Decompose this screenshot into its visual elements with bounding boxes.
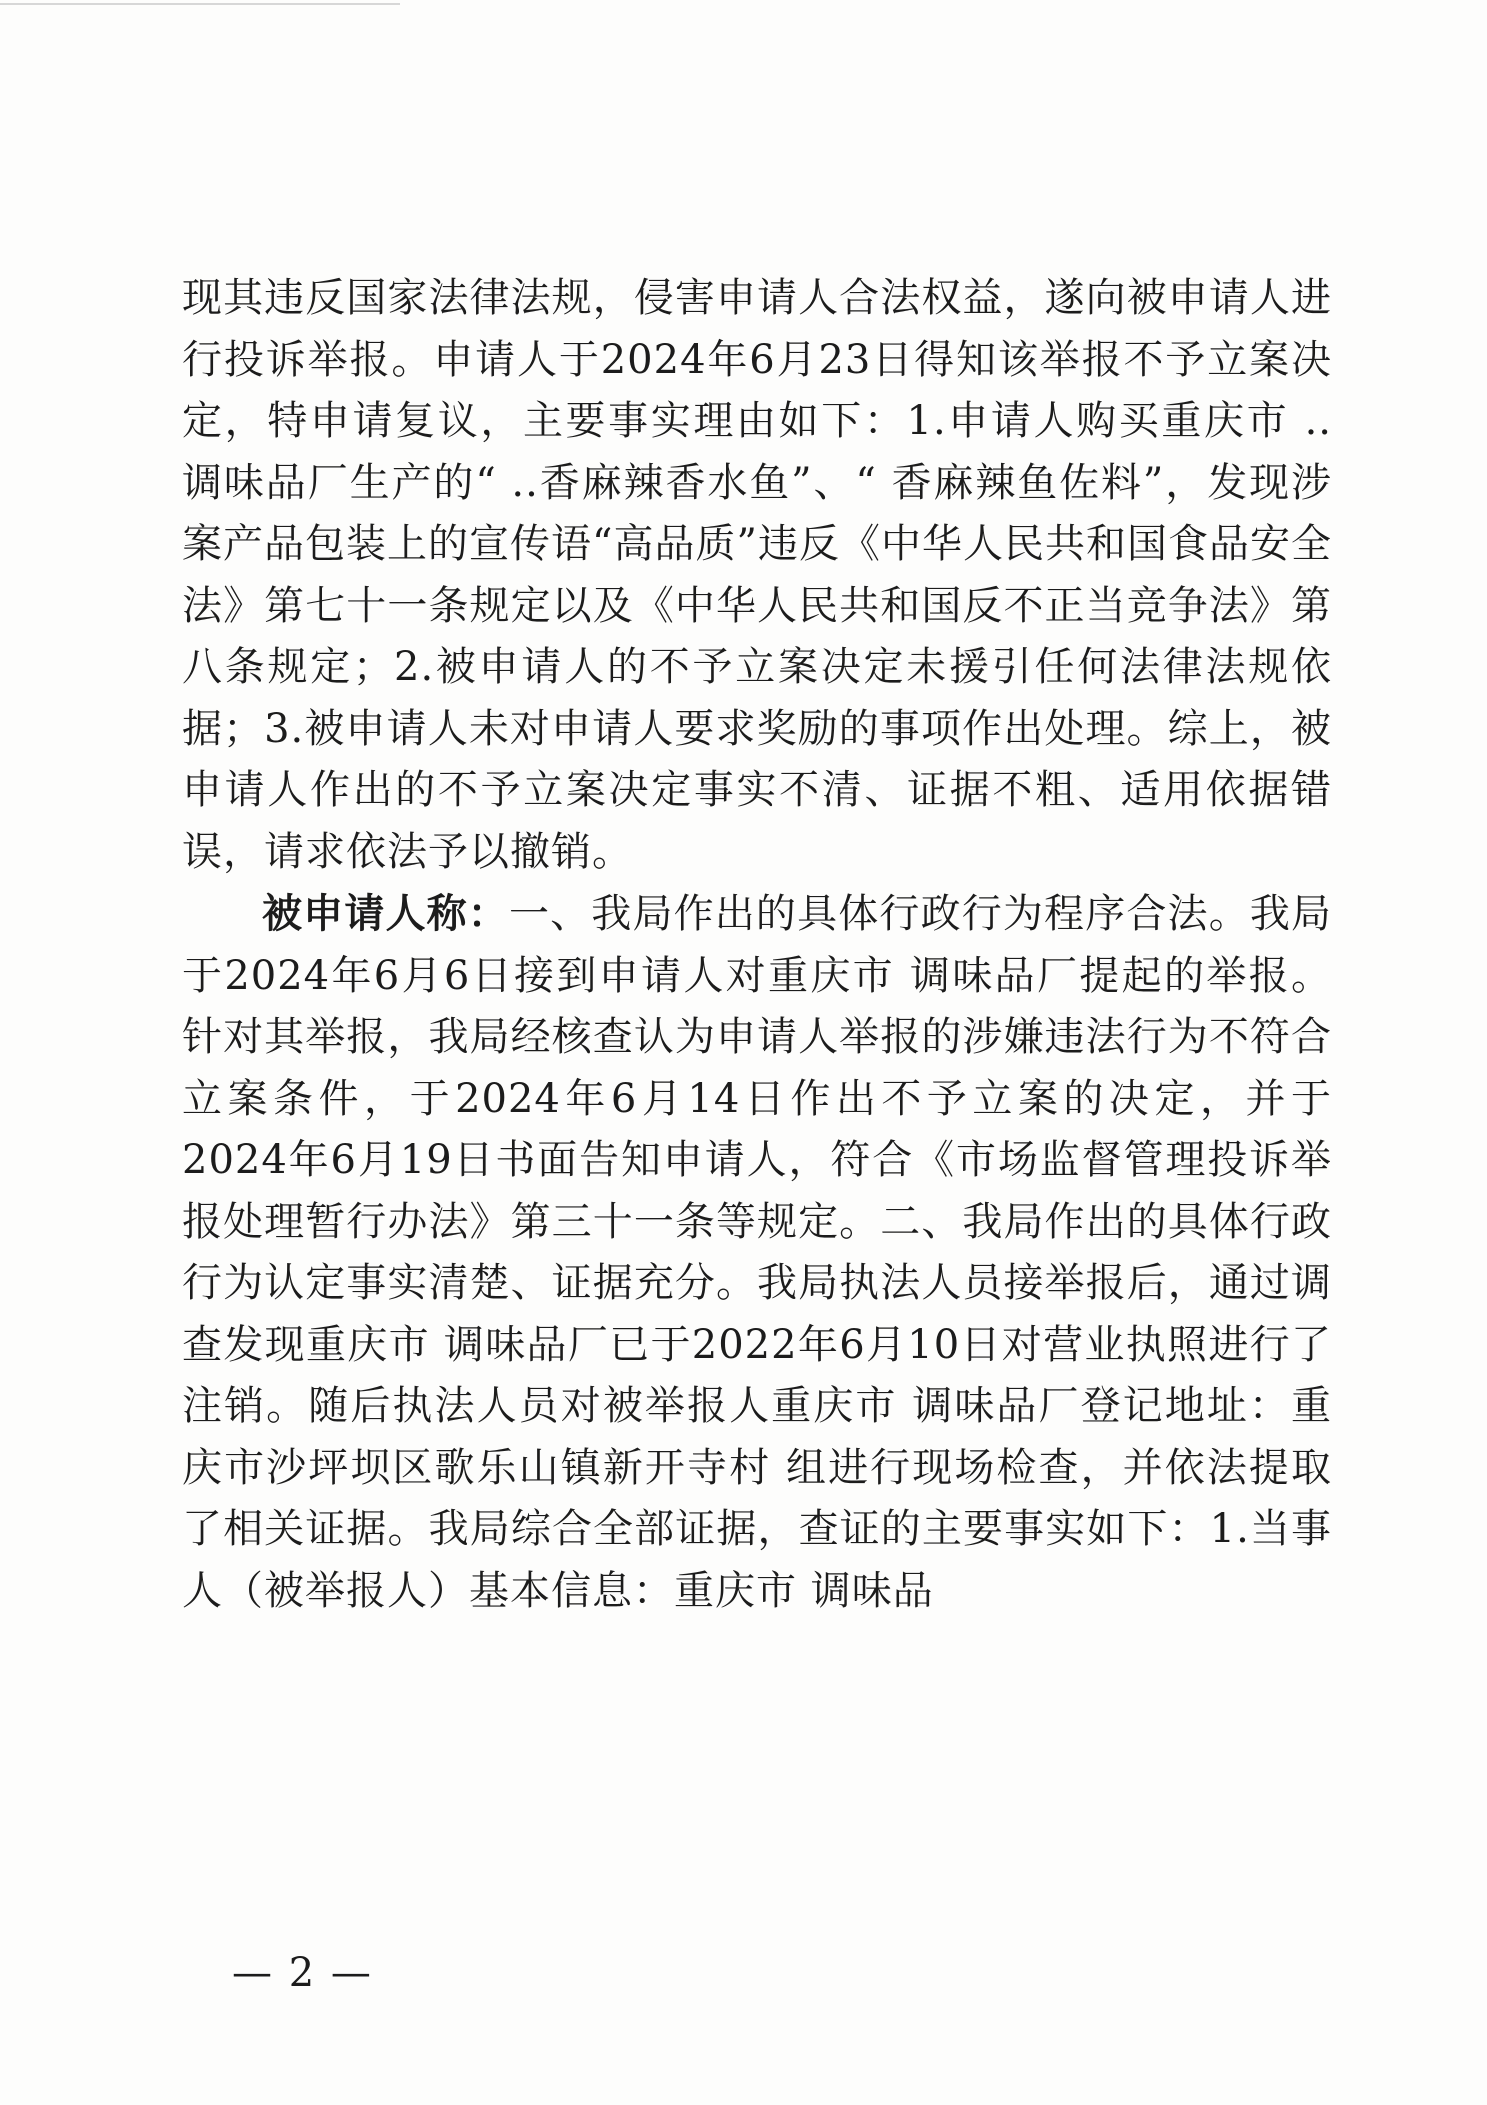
paragraph-text: 现其违反国家法律法规，侵害申请人合法权益，遂向被申请人进行投诉举报。申请人于2024年6月23日得知该举报不予立案决定，特申请复议，主要事实理由如下：1.申请人购买重庆市 .. 调味品厂生产的“ ..香麻辣香水鱼”、“ 香麻辣鱼佐料”，发现涉案产品包装上的宣传语“高品质”违反《中华人民共和国食品安全法》第七十一条规定以及《中华人民共和国反不正当竞争法》第八条规定；2.被申请人的不予立案决定未援引任何法律法规依据；3.被申请人未对申请人要求奖励的事项作出处理。综上，被申请人作出的不予立案决定事实不清、证据不粗、适用依据错误，请求依法予以撤销。 <box>182 275 1332 875</box>
paragraph-applicant-reasons <box>182 268 1332 883</box>
document-body <box>182 268 1332 1622</box>
paragraph-respondent-statement <box>182 883 1332 1622</box>
scan-edge-line <box>0 3 400 5</box>
page-number: — 2 — <box>232 1950 373 1996</box>
paragraph-text: 一、我局作出的具体行政行为程序合法。我局于2024年6月6日接到申请人对重庆市 调味品厂提起的举报。针对其举报，我局经核查认为申请人举报的涉嫌违法行为不符合立案条件，于2024年6月14日作出不予立案的决定，并于2024年6月19日书面告知申请人，符合《市场监督管理投诉举报处理暂行办法》第三十一条等规定。二、我局作出的具体行政行为认定事实清楚、证据充分。我局执法人员接举报后，通过调查发现重庆市 调味品厂已于2022年6月10日对营业执照进行了注销。随后执法人员对被举报人重庆市 调味品厂登记地址：重庆市沙坪坝区歌乐山镇新开寺村 组进行现场检查，并依法提取了相关证据。我局综合全部证据，查证的主要事实如下：1.当事人（被举报人）基本信息：重庆市 调味品 <box>182 891 1333 1614</box>
paragraph-lead: 被申请人称： <box>262 890 509 937</box>
